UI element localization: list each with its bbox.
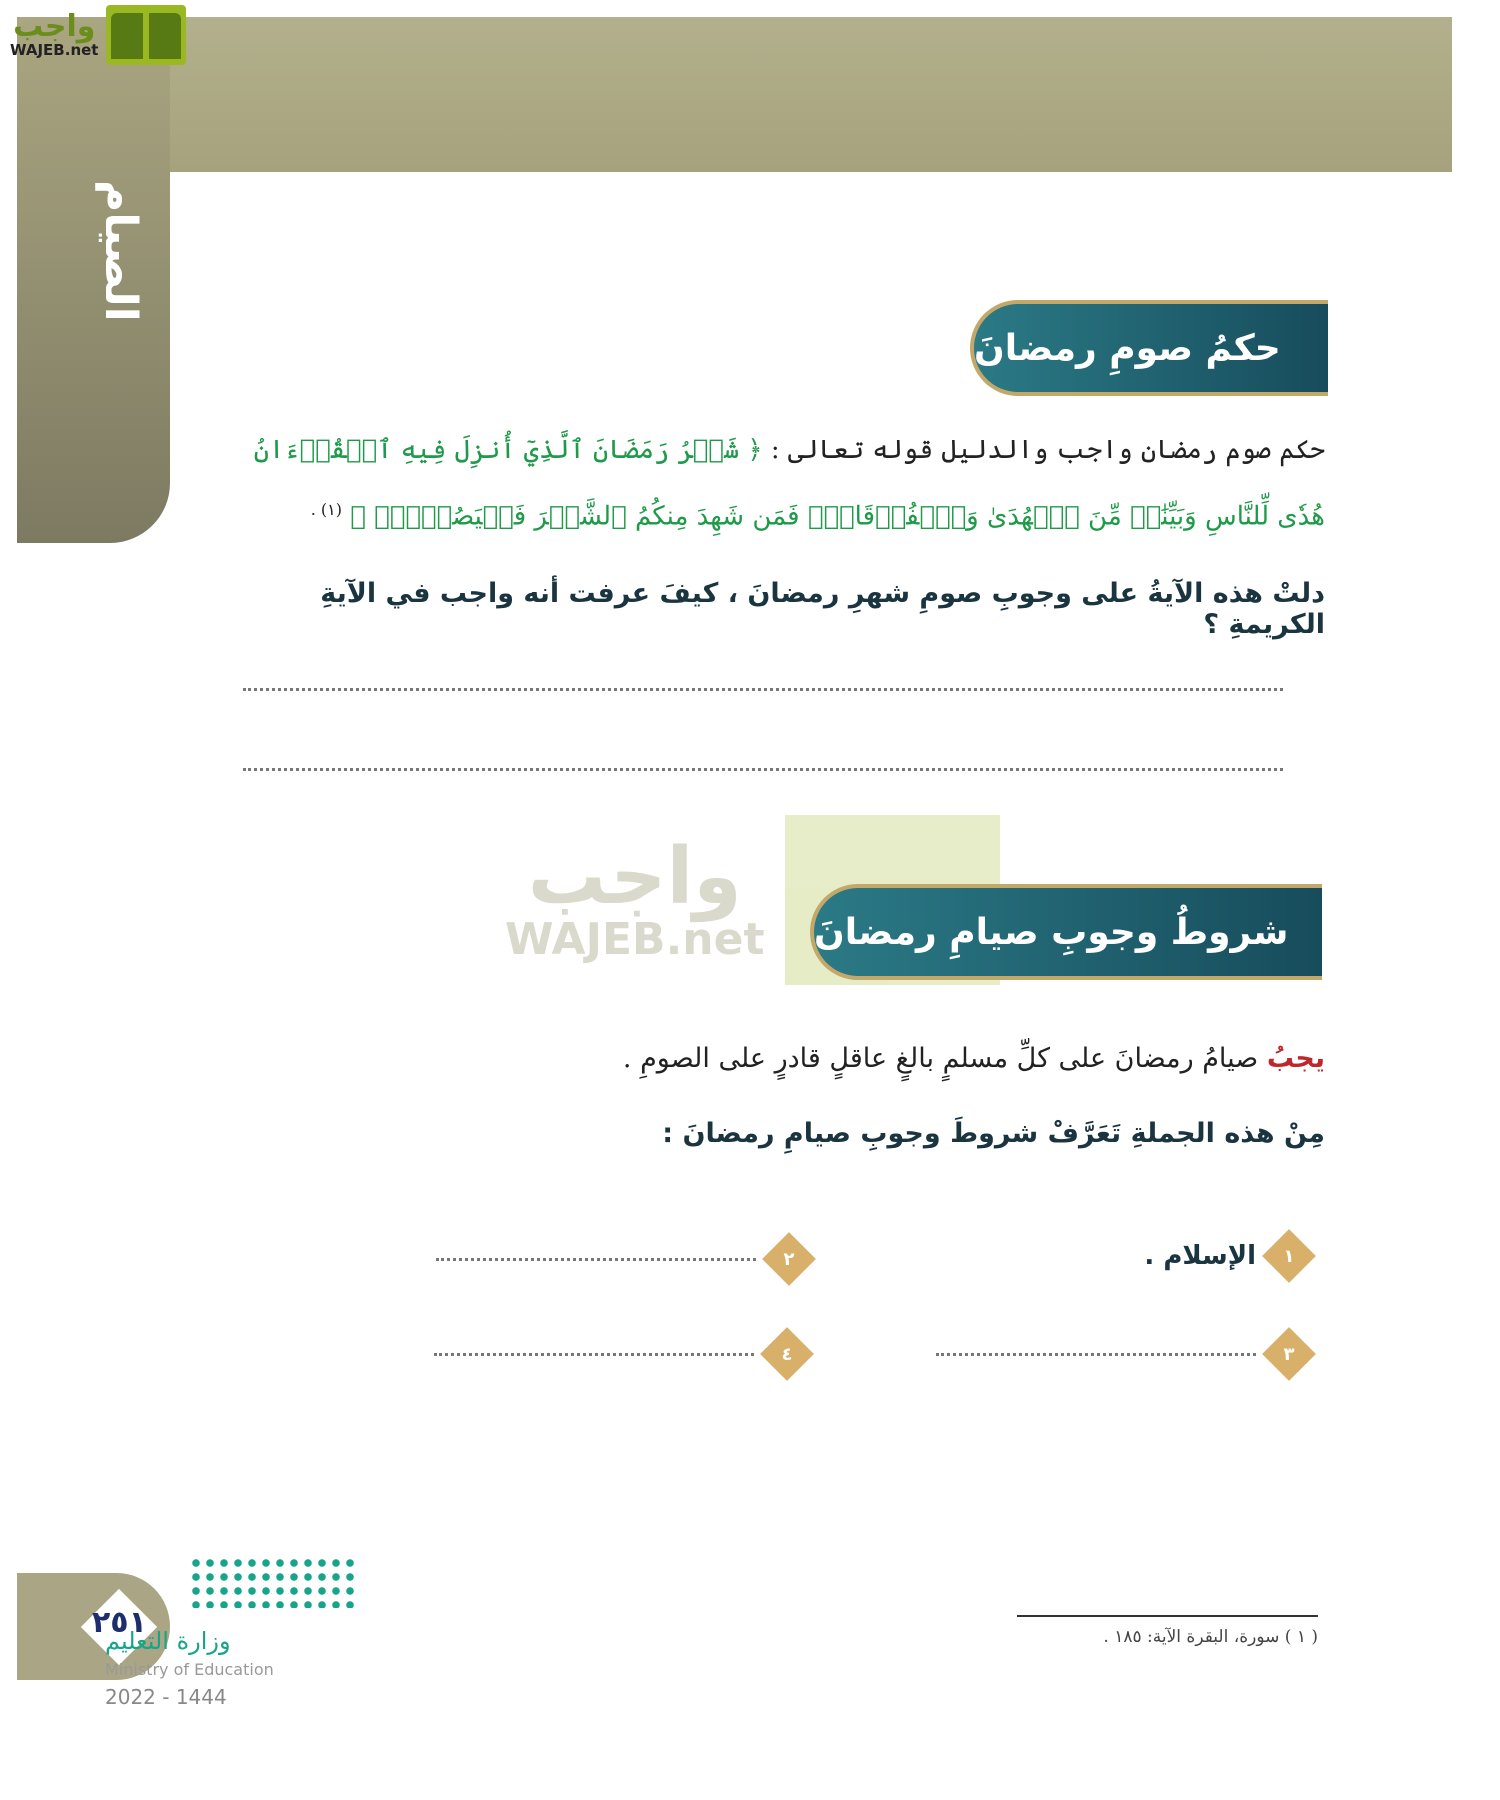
condition-item-1	[1144, 1237, 1308, 1275]
watermark: واجب WAJEB.net	[505, 815, 1000, 985]
answer-line[interactable]	[936, 1353, 1256, 1356]
answer-line[interactable]	[434, 1353, 754, 1356]
question-2: مِنْ هذه الجملةِ تَعَرَّفْ شروطَ وجوبِ صيامِ رمضانَ :	[662, 1118, 1325, 1149]
wajeb-logo[interactable]	[10, 5, 186, 65]
answer-line-1[interactable]	[243, 688, 1283, 691]
edition-year: 2022 - 1444	[105, 1685, 227, 1709]
ministry-name-english: Ministry of Education	[105, 1660, 274, 1679]
sentence-text: صيامُ رمضانَ على كلِّ مسلمٍ بالغٍ عاقلٍ قادرٍ على الصومِ .	[622, 1043, 1259, 1074]
footnote-divider	[1017, 1615, 1318, 1617]
number-badge-icon: ٣	[1262, 1327, 1316, 1381]
quran-verse-part2: هُدٗى لِّلنَّاسِ وَبَيِّنَٰتٖ مِّنَ ٱلۡهُدَىٰ وَٱلۡفُرۡقَانِۚ فَمَن شَهِدَ مِنكُمُ ٱلشَّهۡرَ فَلۡيَصُمۡهُۖ ﴾	[350, 501, 1325, 532]
side-decorative-band	[17, 17, 170, 543]
intro-text: حكم صوم رمضان واجب والدليل قوله تعالى :	[770, 435, 1325, 465]
ministry-name-arabic: وزارة التعليم	[105, 1627, 231, 1655]
answer-line[interactable]	[436, 1258, 756, 1261]
page-number: ٢٥١	[92, 1605, 147, 1640]
condition-text: الإسلام .	[1144, 1241, 1256, 1271]
number-badge-icon: ١	[1262, 1229, 1316, 1283]
conditions-sentence	[245, 1043, 1325, 1074]
number-badge-icon: ٤	[760, 1327, 814, 1381]
number-badge-icon: ٢	[762, 1232, 816, 1286]
quran-verse-part1: ﴿ شَهۡرُ رَمَضَانَ ٱلَّذِيٓ أُنزِلَ فِيهِ ٱلۡقُرۡءَانُ	[253, 435, 763, 465]
answer-line-2[interactable]	[243, 768, 1283, 771]
condition-item-3	[936, 1335, 1308, 1373]
verse-line-1	[245, 435, 1325, 465]
verse-line-2	[245, 500, 1325, 532]
condition-item-4	[434, 1335, 806, 1373]
ministry-logo-icon	[189, 1556, 355, 1608]
book-icon	[106, 5, 186, 65]
keyword-yajib: يجبُ	[1266, 1043, 1325, 1074]
footnote: ( ١ ) سورة، البقرة الآية: ١٨٥ .	[1103, 1627, 1318, 1647]
chapter-title: الصيام	[95, 180, 146, 322]
top-decorative-band	[17, 17, 1452, 172]
condition-item-2	[436, 1240, 808, 1278]
section-heading-conditions: شروطُ وجوبِ صيامِ رمضانَ	[810, 884, 1322, 980]
section-heading-ruling: حكمُ صومِ رمضانَ	[970, 300, 1328, 396]
wajeb-logo-text: واجب WAJEB.net	[10, 9, 99, 59]
footnote-reference: (١) .	[310, 500, 342, 519]
question-1: دلتْ هذه الآيةُ على وجوبِ صومِ شهرِ رمضانَ ، كيفَ عرفت أنه واجب في الآيةِ الكريمةِ ؟	[320, 578, 1325, 640]
